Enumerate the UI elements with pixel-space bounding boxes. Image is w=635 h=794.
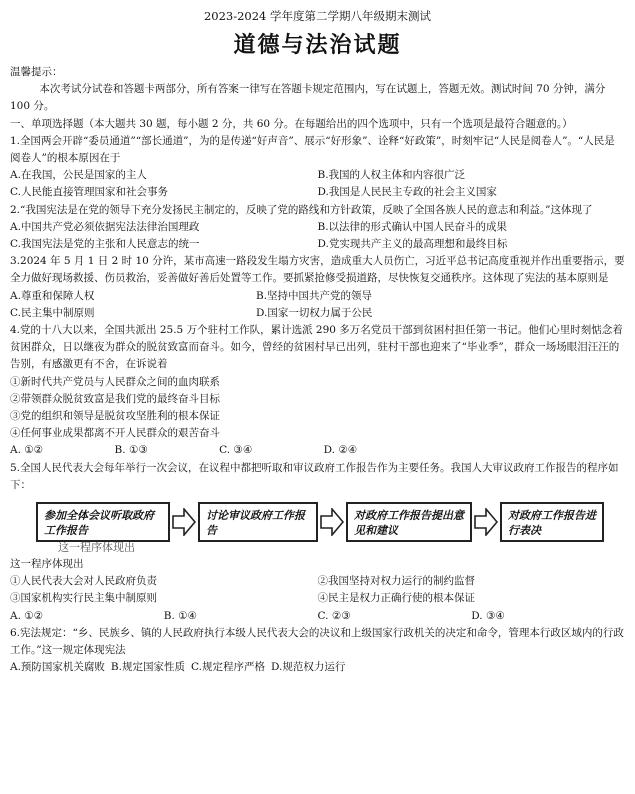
- question-1-options-row1: [10, 167, 625, 184]
- question-1-option-b: B.我国的人权主体和内容很广泛: [317, 169, 466, 182]
- question-5-option-d: D. ③④: [471, 609, 505, 622]
- question-4-statement-1: ①新时代共产党员与人民群众之间的血肉联系: [10, 375, 220, 388]
- question-5-option-c: C. ②③: [317, 609, 351, 622]
- question-4-options: [10, 442, 625, 459]
- notice-text: 本次考试分试卷和答题卡两部分，所有答案一律写在答题卡规定范围内，写在试题上，答题无效。测试时间 70 分钟，满分 100 分。: [10, 83, 606, 113]
- question-2-stem: 2.“我国宪法是在党的领导下充分发扬民主制定的，反映了党的路线和方针政策，反映了全国各族人民的意志和利益。”这体现了: [10, 203, 593, 216]
- question-5-statement-4: ④民主是权力正确行使的根本保证: [317, 592, 475, 605]
- question-2-option-a: A.中国共产党必须依据宪法法律治国理政: [10, 220, 200, 233]
- question-5-statement-3: ③国家机构实行民主集中制原则: [10, 592, 157, 605]
- question-6-option-b: B.规定国家性质: [110, 661, 185, 674]
- question-3-option-a: A.尊重和保障人权: [10, 289, 95, 302]
- question-4-stem: 4.党的十八大以来，全国共派出 25.5 万个驻村工作队，累计选派 290 多万名党员干部到贫困村担任第一书记。他们心里时刻惦念着贫困群众，日以继夜为群众的脱贫致富而奋斗。如今，曾经的贫困村早已出列，驻村干部也迎来了“毕业季”，群众一场场眼泪汪汪的告别，有感激更有不舍，在诉说着: [10, 324, 623, 371]
- question-5-option-b: B. ①④: [163, 609, 197, 622]
- question-4-statement-2: ②带领群众脱贫致富是我们党的最终奋斗目标: [10, 392, 220, 405]
- section-heading: 一、单项选择题（本大题共 30 题，每小题 2 分，共 60 分。在每题给出的四个选项中，只有一个选项是最符合题意的。）: [10, 117, 573, 130]
- question-5-options: [10, 608, 625, 625]
- question-3-options-row2: [10, 305, 625, 322]
- question-5-statements-row1: [10, 573, 625, 590]
- flow-arrow-3-icon: [474, 508, 498, 536]
- question-2-options-row1: [10, 219, 625, 236]
- question-3-option-c: C.民主集中制原则: [10, 306, 95, 319]
- exam-line: 2023-2024 学年度第二学期八年级期末测试: [203, 9, 432, 23]
- flowchart-cutoff-text: 这一程序体现出: [58, 542, 135, 553]
- question-4-option-c: C. ③④: [219, 444, 253, 457]
- flow-step-1: 参加全体会议听取政府工作报告: [36, 502, 170, 542]
- notice-label: 温馨提示：: [10, 66, 63, 78]
- flow-step-2: 讨论审议政府工作报告: [198, 502, 318, 542]
- question-3-option-b: B.坚持中国共产党的领导: [256, 289, 373, 302]
- question-6-stem: 6.宪法规定：“乡、民族乡、镇的人民政府执行本级人民代表大会的决议和上级国家行政机关的决定和命令，管理本行政区域内的行政工作。”这一规定体现宪法: [10, 626, 624, 657]
- question-1-option-d: D.我国是人民民主专政的社会主义国家: [317, 186, 497, 199]
- question-5-lead: 这一程序体现出: [10, 558, 84, 571]
- question-4-statement-3: ③党的组织和领导是脱贫攻坚胜利的根本保证: [10, 410, 220, 423]
- question-5-statements-row2: [10, 590, 625, 607]
- question-3-stem: 3.2024 年 5 月 1 日 2 时 10 分许，某市高速一路段发生塌方灾害，造成重大人员伤亡，习近平总书记高度重视并作出重要指示，要全力做好现场救援、伤员救治，妥善做好善后处置等工作。要抓紧抢修受损道路，尽快恢复交通秩序。这体现了宪法的基本原则是: [10, 255, 625, 285]
- question-1-options-row2: [10, 184, 625, 201]
- question-5-statement-2: ②我国坚持对权力运行的制约监督: [317, 575, 475, 588]
- question-2-options-row2: [10, 236, 625, 253]
- flow-step-3: 对政府工作报告提出意见和建议: [346, 502, 472, 542]
- question-6-options: [10, 659, 625, 676]
- question-4-option-a: A. ①②: [10, 444, 44, 457]
- question-3-options-row1: [10, 288, 625, 305]
- question-1-option-c: C.人民能直接管理国家和社会事务: [10, 186, 168, 199]
- question-1-stem: 1.全国两会开辟“委员通道”“部长通道”，为的是传递“好声音”、展示“好形象”、诠释“好政策”，时刻牢记“人民是阅卷人”。“人民是阅卷人”的根本原因在于: [10, 134, 615, 165]
- question-4-option-d: D. ②④: [323, 444, 358, 457]
- question-5-option-a: A. ①②: [10, 609, 44, 622]
- question-5-statement-1: ①人民代表大会对人民政府负责: [10, 575, 157, 588]
- question-6-option-c: C.规定程序严格: [190, 661, 265, 674]
- question-1-option-a: A.在我国，公民是国家的主人: [10, 169, 147, 182]
- flow-arrow-2-icon: [320, 508, 344, 536]
- page-title: 道德与法治试题: [233, 32, 402, 58]
- question-5-stem: 5.全国人民代表大会每年举行一次会议，在议程中都把听取和审议政府工作报告作为主要任务。我国人大审议政府工作报告的程序如下：: [10, 461, 619, 491]
- question-4-option-b: B. ①③: [114, 444, 148, 457]
- question-3-option-d: D.国家一切权力属于公民: [256, 306, 373, 319]
- question-2-option-b: B.以法律的形式确认中国人民奋斗的成果: [317, 220, 508, 233]
- procedure-flowchart: [10, 498, 625, 554]
- question-6-option-d: D.规范权力运行: [270, 661, 346, 674]
- question-4-statement-4: ④任何事业成果都离不开人民群众的艰苦奋斗: [10, 427, 220, 440]
- question-2-option-c: C.我国宪法是党的主张和人民意志的统一: [10, 238, 200, 251]
- question-6-option-a: A.预防国家机关腐败: [10, 661, 105, 674]
- flow-step-4: 对政府工作报告进行表决: [500, 502, 604, 542]
- flow-arrow-1-icon: [172, 508, 196, 536]
- question-2-option-d: D.党实现共产主义的最高理想和最终目标: [317, 238, 508, 251]
